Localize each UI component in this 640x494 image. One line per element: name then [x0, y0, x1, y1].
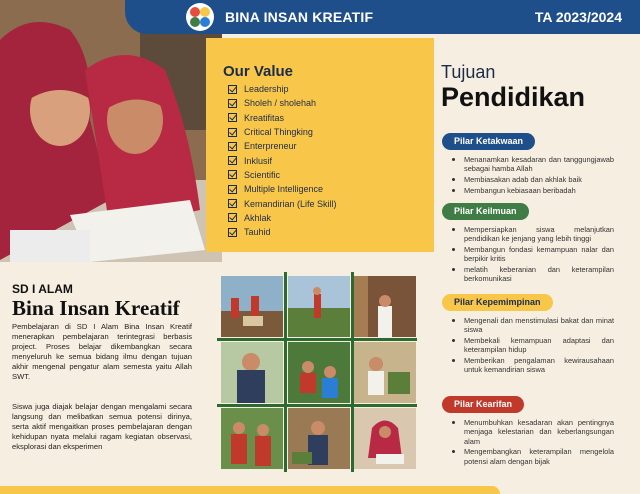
activity-photo	[354, 342, 416, 403]
list-item: Menumbuhkan kesadaran akan pentingnya menjaga kelestarian dan keberlangsungan alam	[452, 418, 614, 446]
grid-divider	[351, 272, 354, 472]
checkbox-icon	[228, 213, 237, 222]
school-level: SD I ALAM	[12, 282, 73, 296]
our-value-card	[206, 38, 434, 252]
activity-photo	[354, 276, 416, 337]
school-name: Bina Insan Kreatif	[12, 296, 180, 320]
pilar-kepemimpinan-label: Pilar Kepemimpinan	[442, 294, 553, 311]
checkbox-icon	[228, 199, 237, 208]
activity-photo	[354, 408, 416, 469]
activity-photo	[288, 276, 350, 337]
list-item: Menanamkan kesadaran dan tanggungjawab sebagai hamba Allah	[452, 155, 614, 174]
list-item: melatih keberanian dan keterampilan berkomunikasi	[452, 265, 614, 284]
activity-photo	[288, 408, 350, 469]
activity-photo	[288, 342, 350, 403]
academic-year: TA 2023/2024	[534, 9, 622, 25]
pilar-ketakwaan-label: Pilar Ketakwaan	[442, 133, 535, 150]
our-value-title: Our Value	[223, 63, 294, 80]
school-logo-icon	[185, 2, 215, 32]
activity-photo	[221, 408, 283, 469]
list-item: Membekali kemampuan adaptasi dan keterampilan hidup	[452, 336, 614, 355]
value-item: Akhlak	[228, 211, 337, 225]
grid-divider	[217, 338, 417, 341]
grid-divider	[284, 272, 287, 472]
list-item: Mengenali dan menstimulasi bakat dan minat siswa	[452, 316, 614, 335]
description-paragraph-2: Siswa juga diajak belajar dengan mengalami secara langsung dan melibatkan semua potensi dirinya, serta aktif mengaitkan proses pembelajaran dengan kehidupan nyata melalui ragam kegiatan observasi, eksplorasi dan eksperimen	[12, 402, 192, 452]
value-item: Enterpreneur	[228, 139, 337, 153]
checkbox-icon	[228, 228, 237, 237]
activity-photo	[221, 276, 283, 337]
checkbox-icon	[228, 99, 237, 108]
tujuan-heading: Tujuan	[441, 62, 496, 82]
checkbox-icon	[228, 85, 237, 94]
activity-photo	[221, 342, 283, 403]
checkbox-icon	[228, 185, 237, 194]
value-item: Tauhid	[228, 225, 337, 239]
list-item: Membangun kebiasaan beribadah	[452, 186, 614, 195]
checkbox-icon	[228, 128, 237, 137]
list-item: Membangun fondasi kemampuan nalar dan berpikir kritis	[452, 245, 614, 264]
value-item: Kreatifitas	[228, 111, 337, 125]
value-item: Scientific	[228, 168, 337, 182]
checkbox-icon	[228, 142, 237, 151]
pilar-ketakwaan-list	[452, 155, 614, 197]
students-photo	[0, 0, 222, 262]
pilar-kearifan-label: Pilar Kearifan	[442, 396, 524, 413]
value-item: Multiple Intelligence	[228, 182, 337, 196]
value-item: Leadership	[228, 82, 337, 96]
activity-photo-grid	[217, 272, 413, 472]
pilar-kepemimpinan-list	[452, 316, 614, 376]
checkbox-icon	[228, 170, 237, 179]
grid-divider	[217, 404, 417, 407]
value-item: Inklusif	[228, 153, 337, 167]
list-item: Memberikan pengalaman kewirausahaan untuk kemandirian siswa	[452, 356, 614, 375]
list-item: Mengembangkan keterampilan mengelola potensi alam dengan bijak	[452, 447, 614, 466]
checkbox-icon	[228, 113, 237, 122]
pilar-kearifan-list	[452, 418, 614, 467]
value-item: Kemandirian (Life Skill)	[228, 196, 337, 210]
value-item: Sholeh / sholehah	[228, 96, 337, 110]
pilar-keilmuan-list	[452, 225, 614, 285]
description-paragraph-1: Pembelajaran di SD I Alam Bina Insan Kreatif menerapkan pembelajaran terintegrasi berbasis project. Proses belajar dikembangkan secara menyeluruh ke semua bidang ilmu dengan tujuan akhir mengenal pengatur alam semesta yaitu Allah SWT.	[12, 322, 192, 382]
pilar-keilmuan-label: Pilar Keilmuan	[442, 203, 529, 220]
value-list	[228, 82, 337, 239]
header-bar	[125, 0, 640, 34]
list-item: Membiasakan adab dan akhlak baik	[452, 175, 614, 184]
brand-title: BINA INSAN KREATIF	[225, 9, 374, 25]
checkbox-icon	[228, 156, 237, 165]
value-item: Critical Thingking	[228, 125, 337, 139]
list-item: Mempersiapkan siswa melanjutkan pendidikan ke jenjang yang lebih tinggi	[452, 225, 614, 244]
pendidikan-heading: Pendidikan	[441, 82, 586, 112]
bottom-accent-bar	[0, 486, 500, 494]
